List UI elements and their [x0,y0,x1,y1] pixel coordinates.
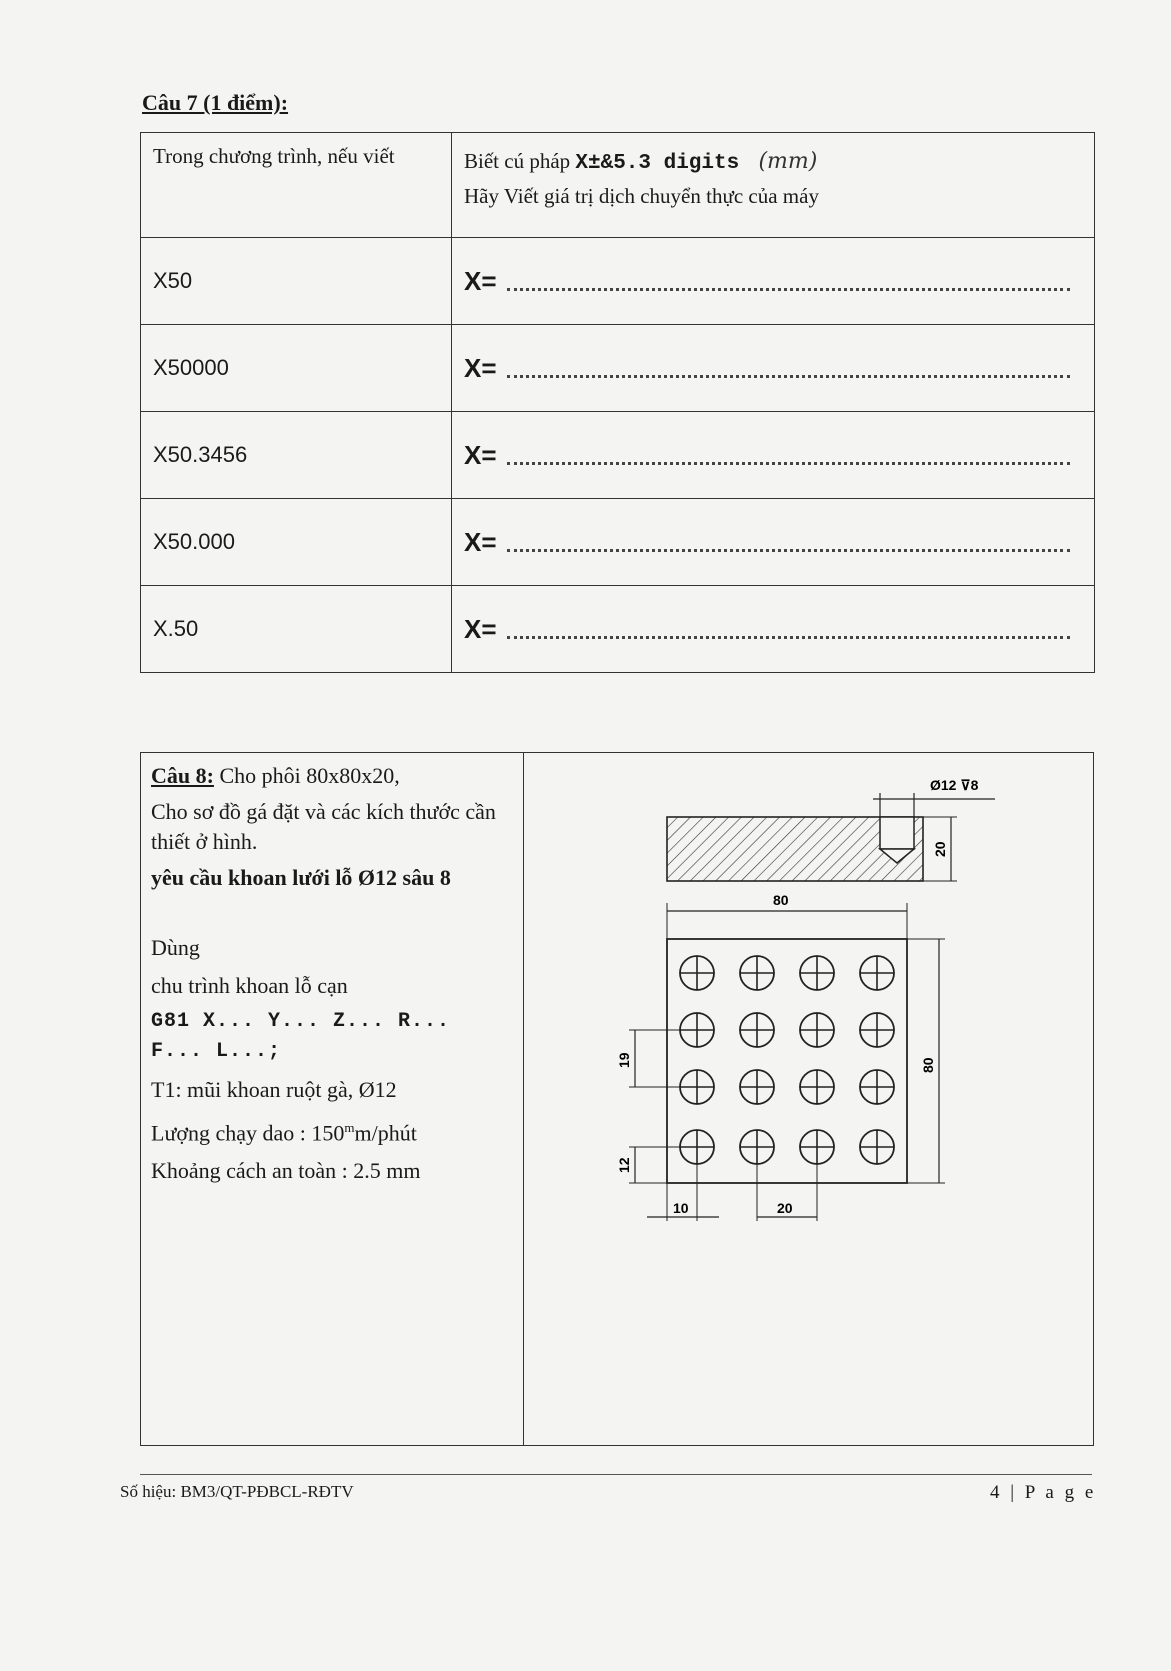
height-dimension-label: 80 [920,1057,936,1073]
page-number: 4 | P a g e [990,1482,1097,1503]
gcode-line-1: G81 X... Y... Z... R... [151,1010,451,1033]
use-label: Dùng [151,935,200,960]
answer-blank[interactable] [507,548,1070,552]
header-right-cell [452,133,1095,238]
table-row [141,586,1095,673]
hole [680,1013,714,1047]
thickness-dimension-label: 20 [932,841,948,857]
width-dimension-label: 80 [773,892,789,908]
tool-spec: T1: mũi khoan ruột gà, Ø12 [151,1077,397,1102]
feed-rate: Lượng chạy dao : 150$^m$m/phút [151,1120,417,1146]
question-8-box [140,752,1094,1446]
answer-blank[interactable] [507,635,1070,639]
syntax-line [464,143,1084,179]
program-value: X.50 [141,586,452,673]
hole [680,1070,714,1104]
technical-drawing [525,753,1093,1445]
pitch-y-dimension-label: 19 [616,1052,632,1068]
answer-cell [452,499,1095,586]
handwritten-unit: (mm) [758,149,818,174]
question-8-title: Câu 8: [151,763,214,788]
syntax-prefix: Biết cú pháp [464,149,576,173]
answer-blank[interactable] [507,461,1070,465]
fixture-description: Cho sơ đồ gá đặt và các kích thước cần thiết ở hình. [151,799,496,854]
header-left-cell: Trong chương trình, nếu viết [141,133,452,238]
hole [860,956,894,990]
hole [680,956,714,990]
answer-blank[interactable] [507,287,1070,291]
footer-rule [140,1474,1092,1475]
column-divider [523,753,524,1445]
hole [800,956,834,990]
answer-blank[interactable] [507,374,1070,378]
question-7-table [140,132,1095,673]
answer-label: X= [464,526,497,557]
pitch-x-dimension-label: 20 [777,1200,793,1216]
answer-cell [452,586,1095,673]
syntax-code: X±&5.3 digits [575,152,740,175]
gcode-line-2: F... L...; [151,1040,282,1063]
table-row [141,238,1095,325]
hole [800,1130,834,1164]
hole [800,1070,834,1104]
table-row [141,412,1095,499]
hole [740,1130,774,1164]
question-8-intro: Cho phôi 80x80x20, [213,763,400,788]
answer-cell [452,412,1095,499]
answer-cell [452,238,1095,325]
program-value: X50000 [141,325,452,412]
table-row [141,325,1095,412]
answer-label: X= [464,265,497,296]
drilling-requirement: yêu cầu khoan lưới lỗ Ø12 sâu 8 [151,865,451,890]
side-section-view [667,777,995,881]
hole [680,1130,714,1164]
answer-label: X= [464,352,497,383]
plate-top-view [616,892,945,1221]
hole [740,1013,774,1047]
document-code: Số hiệu: BM3/QT-PĐBCL-RĐTV [120,1482,354,1501]
question-8-heading [151,761,513,791]
program-value: X50.3456 [141,412,452,499]
program-value: X50 [141,238,452,325]
cycle-description: chu trình khoan lỗ cạn [151,973,348,998]
hole [860,1013,894,1047]
offset-y-dimension-label: 12 [616,1157,632,1173]
hole [740,1070,774,1104]
hole [740,956,774,990]
program-value: X50.000 [141,499,452,586]
table-row [141,499,1095,586]
answer-label: X= [464,613,497,644]
safety-distance: Khoảng cách an toàn : 2.5 mm [151,1158,421,1184]
drawing-svg [525,753,1093,1445]
offset-x-dimension-label: 10 [673,1200,689,1216]
answer-label: X= [464,439,497,470]
instruction-line: Hãy Viết giá trị dịch chuyển thực của máy [464,184,819,208]
question-7-title: Câu 7 (1 điểm): [142,90,289,115]
answer-cell [452,325,1095,412]
question-8-text [151,761,513,1186]
hole-grid [680,956,894,1164]
table-header-row [141,133,1095,238]
hole [860,1130,894,1164]
hole-callout-label: Ø12 ⊽8 [930,777,979,793]
hole [860,1070,894,1104]
hole [800,1013,834,1047]
